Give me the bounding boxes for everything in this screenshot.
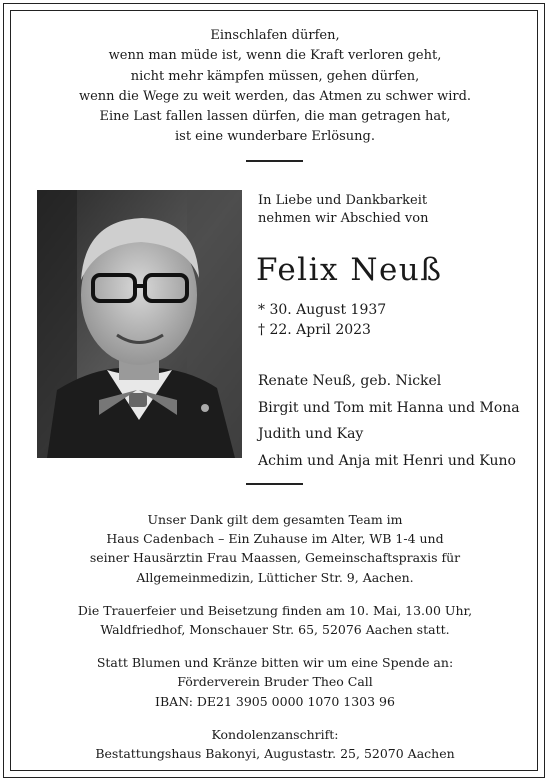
death-date: † 22. April 2023	[258, 322, 371, 338]
intro-line: In Liebe und Dankbarkeit	[258, 193, 428, 208]
donation-line: Förderverein Bruder Theo Call	[177, 674, 373, 690]
thanks-line: Haus Cadenbach – Ein Zuhause im Alter, WB 1-4 und	[106, 531, 444, 547]
divider-top	[246, 160, 303, 162]
funeral-line: Waldfriedhof, Monschauer Str. 65, 52076 Aachen statt.	[100, 622, 450, 638]
thanks-line: Unser Dank gilt dem gesamten Team im	[147, 512, 403, 527]
poem-line: nicht mehr kämpfen müssen, gehen dürfen,	[130, 68, 420, 84]
family-member: Birgit und Tom mit Hanna und Mona	[258, 399, 520, 416]
funeral-line: Die Trauerfeier und Beisetzung finden am 10. Mai, 13.00 Uhr,	[77, 602, 473, 618]
family-list	[258, 368, 520, 474]
life-dates	[258, 300, 386, 340]
donation-line: IBAN: DE21 3905 0000 1070 1303 96	[155, 693, 395, 709]
condolence-line: Bestattungshaus Bakonyi, Augustastr. 25, 52070 Aachen	[95, 746, 455, 762]
family-member: Renate Neuß, geb. Nickel	[258, 373, 442, 389]
family-member: Achim und Anja mit Henri und Kuno	[258, 452, 516, 469]
thanks-line: Allgemeinmedizin, Lütticher Str. 9, Aachen.	[136, 569, 414, 585]
portrait-photo	[37, 190, 242, 458]
intro-line: nehmen wir Abschied von	[258, 211, 429, 226]
deceased-name: Felix Neuß	[256, 252, 443, 288]
birth-date: * 30. August 1937	[258, 302, 387, 318]
donation-line: Statt Blumen und Kränze bitten wir um eine Spende an:	[96, 655, 454, 671]
thanks-line: seiner Hausärztin Frau Maassen, Gemeinschaftspraxis für	[89, 550, 461, 566]
poem-line: ist eine wunderbare Erlösung.	[174, 129, 375, 145]
condolence-line: Kondolenzanschrift:	[211, 726, 339, 742]
divider-bottom	[246, 483, 303, 485]
family-member: Judith und Kay	[258, 426, 364, 442]
notice-text	[20, 510, 530, 763]
poem-line: wenn man müde ist, wenn die Kraft verloren geht,	[108, 48, 442, 64]
poem	[20, 26, 530, 148]
poem-line: wenn die Wege zu weit werden, das Atmen zu schwer wird.	[78, 88, 472, 104]
poem-line: Eine Last fallen lassen dürfen, die man getragen hat,	[99, 109, 451, 125]
portrait-illustration	[37, 190, 242, 458]
poem-line: Einschlafen dürfen,	[210, 28, 340, 43]
intro-text	[258, 192, 428, 228]
